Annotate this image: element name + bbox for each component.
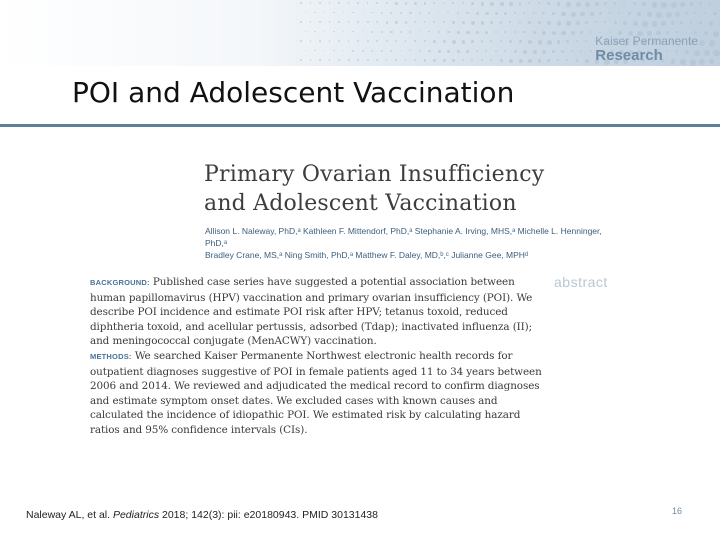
banner-dot	[585, 21, 588, 24]
banner-dot	[390, 31, 393, 34]
banner-dot	[547, 40, 552, 45]
banner-dot	[371, 12, 373, 14]
banner-dot	[305, 12, 307, 14]
banner-dot	[671, 21, 675, 25]
banner-dot	[466, 31, 470, 35]
banner-dot	[376, 40, 378, 42]
banner-dot	[452, 40, 456, 44]
banner-dot	[585, 59, 589, 63]
banner-dot	[433, 40, 436, 43]
banner-dot	[590, 12, 594, 16]
banner-dot	[481, 21, 485, 25]
banner-dot	[433, 59, 436, 62]
banner-dot	[466, 50, 469, 53]
brand-subtitle: Research	[595, 47, 663, 64]
banner-dot	[443, 40, 446, 43]
banner-dot	[386, 2, 388, 4]
banner-dot	[476, 12, 479, 15]
banner-dot	[604, 2, 607, 5]
banner-dot	[300, 2, 302, 4]
banner-dot	[409, 50, 411, 52]
banner-dot	[390, 50, 392, 52]
banner-dot	[314, 50, 316, 52]
banner-dot	[414, 40, 416, 42]
banner-dot	[661, 2, 667, 8]
banner-dot	[329, 21, 331, 23]
banner-dot	[447, 31, 450, 34]
banner-dot	[666, 12, 672, 18]
banner-dot	[400, 12, 403, 15]
banner-dot	[552, 31, 557, 36]
banner-dot	[599, 12, 602, 15]
banner-dot	[381, 31, 384, 34]
banner-dot	[528, 40, 532, 44]
background-paragraph	[90, 275, 545, 349]
banner-dot	[357, 40, 359, 42]
banner-dot	[362, 50, 364, 52]
banner-dot	[357, 59, 359, 61]
banner-dot	[476, 31, 480, 35]
banner-dot	[709, 21, 714, 26]
article-title-line-2: and Adolescent Vaccination	[204, 191, 517, 216]
banner-dot	[571, 50, 573, 52]
banner-dot	[433, 2, 435, 4]
banner-dot	[419, 50, 421, 52]
banner-dot	[675, 31, 678, 34]
banner-dot	[443, 59, 446, 62]
banner-dot	[324, 31, 326, 33]
banner-dot	[595, 21, 597, 23]
banner-dot	[576, 2, 581, 7]
banner-dot	[500, 2, 504, 6]
banner-dot	[310, 21, 312, 23]
banner-dot	[519, 21, 521, 23]
banner-dot	[675, 12, 680, 17]
banner-dot	[490, 40, 492, 42]
banner-dot	[405, 59, 407, 61]
banner-dot	[357, 2, 359, 4]
banner-dot	[580, 31, 583, 34]
banner-dot	[590, 31, 592, 33]
banner-dot	[381, 12, 383, 14]
page-number: 16	[672, 506, 683, 516]
banner-dot	[571, 12, 576, 17]
banner-dot	[462, 21, 465, 24]
banner-dot	[338, 40, 340, 42]
methods-heading: METHODS:	[90, 351, 132, 361]
banner-dot	[704, 12, 707, 15]
banner-dot	[671, 2, 677, 8]
banner-dot	[457, 31, 460, 34]
banner-dot	[395, 40, 397, 42]
banner-dot	[514, 31, 516, 33]
banner-dot	[614, 2, 617, 5]
article-excerpt-image	[88, 150, 608, 450]
banner-dot	[324, 50, 326, 52]
banner-dot	[694, 12, 697, 15]
banner-dot	[633, 21, 638, 26]
banner-dot	[400, 31, 402, 33]
abstract-label: abstract	[554, 274, 608, 290]
banner-dot	[500, 59, 503, 62]
banner-dot	[500, 40, 502, 42]
banner-dot	[495, 50, 497, 52]
banner-dot	[504, 31, 506, 33]
banner-dot	[438, 50, 441, 53]
banner-dot	[329, 40, 331, 42]
banner-dot	[471, 2, 474, 5]
banner-dot	[713, 50, 720, 57]
banner-dot	[414, 59, 416, 61]
banner-dot	[595, 2, 599, 6]
banner-dot	[367, 21, 369, 23]
banner-dot	[452, 21, 455, 24]
banner-dot	[566, 40, 569, 43]
banner-dot	[623, 21, 627, 25]
banner-dot	[352, 31, 354, 33]
banner-dot	[528, 2, 530, 4]
banner-dot	[533, 31, 536, 34]
banner-dot	[466, 12, 469, 15]
banner-dot	[343, 12, 345, 14]
banner-dot	[338, 59, 340, 61]
brand-logo	[595, 34, 698, 64]
banner-dot	[424, 40, 426, 42]
banner-dot	[386, 40, 388, 42]
authors-line-2: Bradley Crane, MS,ᵃ Ning Smith, PhD,ᵃ Matthew F. Daley, MD,ᵇ,ᶜ Julianne Gee, MPHᵈ	[205, 250, 529, 260]
banner-dot	[390, 12, 392, 14]
banner-dot	[637, 12, 641, 16]
brand-name: Kaiser Permanente	[595, 34, 698, 48]
banner-dot	[405, 40, 407, 42]
banner-dot	[523, 31, 526, 34]
banner-dot	[395, 59, 397, 61]
banner-dot	[566, 21, 571, 26]
banner-dot	[362, 31, 364, 33]
banner-dot	[348, 2, 350, 4]
banner-dot	[538, 59, 542, 63]
methods-paragraph	[90, 349, 545, 438]
banner-dot	[523, 12, 525, 14]
banner-dot	[414, 2, 417, 5]
banner-dot	[395, 2, 398, 5]
banner-dot	[528, 59, 532, 63]
banner-dot	[519, 40, 522, 43]
banner-dot	[514, 12, 517, 15]
banner-dot	[547, 2, 550, 5]
banner-dot	[542, 12, 545, 15]
citation-prefix: Naleway AL, et al.	[26, 509, 113, 521]
banner-dot	[557, 21, 562, 26]
banner-dot	[652, 21, 658, 27]
banner-dot	[690, 21, 693, 24]
banner-dot	[509, 59, 513, 63]
banner-dot	[386, 59, 388, 61]
banner-dot	[699, 2, 702, 5]
banner-dot	[428, 50, 431, 53]
banner-dot	[647, 12, 653, 18]
banner-dot	[509, 40, 512, 43]
banner-dot	[571, 31, 575, 35]
banner-dot	[709, 59, 714, 64]
banner-dot	[685, 31, 688, 34]
banner-dot	[405, 21, 408, 24]
banner-dot	[590, 50, 593, 53]
banner-dot	[462, 59, 464, 61]
banner-dot	[713, 31, 719, 37]
banner-dot	[481, 59, 483, 61]
banner-dot	[409, 12, 412, 15]
banner-dot	[523, 50, 527, 54]
article-title-line-1: Primary Ovarian Insufficiency	[204, 162, 545, 187]
banner-dot	[424, 59, 427, 62]
banner-dot	[490, 59, 492, 61]
banner-dot	[447, 50, 450, 53]
banner-dot	[362, 12, 364, 14]
methods-text: We searched Kaiser Permanente Northwest electronic health records for outpatient diagnoses suggestive of POI in female patients aged 11 to 34 years between 2006 and 2014. We reviewed and adjudicated the medical record to confirm diagnoses and estimate symptom onset dates. We excluded cases with known causes and calculated the incidence of idiopathic POI. We estimated risk by calculating hazard ratios and 95% confidence intervals (CIs).	[90, 349, 542, 436]
banner-dot	[310, 2, 312, 4]
banner-dot	[642, 2, 646, 6]
banner-dot	[386, 21, 389, 24]
banner-dot	[471, 59, 473, 61]
banner-dot	[504, 50, 506, 52]
citation-journal: Pediatrics	[112, 509, 160, 521]
banner-dot	[424, 21, 426, 23]
banner-dot	[405, 2, 408, 5]
banner-dot	[547, 59, 550, 62]
banner-dot	[561, 12, 566, 17]
banner-dot	[566, 2, 571, 7]
banner-dot	[495, 31, 498, 34]
banner-dot	[576, 59, 579, 62]
banner-dot	[348, 21, 350, 23]
banner-dot	[604, 21, 606, 23]
banner-dot	[443, 2, 445, 4]
banner-dot	[623, 2, 625, 4]
banner-dot	[580, 12, 585, 17]
background-heading: BACKGROUND:	[90, 278, 150, 287]
banner-dot	[319, 2, 321, 4]
banner-dot	[371, 50, 373, 52]
banner-dot	[557, 2, 561, 6]
banner-dot	[338, 21, 340, 23]
banner-dot	[585, 2, 590, 7]
banner-dot	[443, 21, 445, 23]
banner-dot	[462, 40, 466, 44]
banner-dot	[709, 40, 716, 47]
banner-dot	[314, 31, 316, 33]
banner-dot	[509, 2, 513, 6]
banner-dot	[462, 2, 464, 4]
banner-dot	[485, 31, 488, 34]
banner-dot	[490, 21, 493, 24]
banner-dot	[471, 21, 475, 25]
banner-dot	[609, 12, 611, 14]
banner-dot	[495, 12, 499, 16]
banner-dot	[310, 59, 312, 61]
abstract-body	[90, 275, 545, 438]
banner-dot	[580, 50, 582, 52]
banner-dot	[704, 31, 709, 36]
banner-dot	[367, 59, 369, 61]
banner-dot	[690, 2, 694, 6]
banner-dot	[585, 40, 587, 42]
banner-dot	[614, 21, 617, 24]
banner-dot	[433, 21, 435, 23]
citation-suffix: 2018; 142(3): pii: e20180943. PMID 30131438	[159, 509, 378, 521]
banner-dot	[642, 21, 648, 27]
banner-dot	[319, 40, 321, 42]
banner-dot	[352, 50, 354, 52]
banner-dot	[438, 12, 440, 14]
banner-dot	[557, 59, 559, 61]
banner-dot	[566, 59, 568, 61]
banner-dot	[704, 50, 711, 57]
banner-dot	[557, 40, 561, 44]
banner-dot	[324, 12, 326, 14]
banner-dot	[319, 59, 321, 61]
banner-dot	[438, 31, 440, 33]
banner-dot	[329, 59, 331, 61]
banner-dot	[409, 31, 411, 33]
banner-dot	[476, 50, 479, 53]
banner-dot	[457, 50, 460, 53]
title-divider	[0, 124, 720, 127]
banner-dot	[699, 59, 705, 65]
banner-dot	[300, 40, 302, 42]
banner-dot	[561, 50, 564, 53]
banner-dot	[538, 2, 540, 4]
banner-dot	[300, 21, 302, 23]
banner-dot	[519, 59, 523, 63]
banner-dot	[333, 50, 335, 52]
background-text: Published case series have suggested a potential association between human papillomavirus (HPV) vaccination and primary ovarian insufficiency (POI). We describe POI incidence and estimate POI risk after HPV; tetanus toxoid, reduced diphtheria toxoid, and acellular pertussis, adsorbed (Tdap); inactivated influenza (II); and meningococcal conjugate (MenACWY) vaccination.	[90, 276, 533, 348]
banner-dot	[485, 12, 489, 16]
banner-dot	[661, 21, 666, 26]
banner-dot	[561, 31, 566, 36]
banner-dot	[352, 12, 354, 14]
banner-dot	[367, 40, 369, 42]
banner-dot	[490, 2, 494, 6]
banner-dot	[618, 12, 620, 14]
banner-dot	[533, 50, 538, 55]
banner-dot	[685, 12, 689, 16]
banner-dot	[300, 59, 302, 61]
banner-dot	[333, 31, 335, 33]
banner-dot	[713, 12, 717, 16]
banner-dot	[343, 50, 345, 52]
banner-dot	[542, 31, 546, 35]
banner-dot	[343, 31, 345, 33]
banner-dot	[471, 40, 474, 43]
banner-dot	[447, 12, 449, 14]
banner-dot	[314, 12, 316, 14]
banner-dot	[319, 21, 321, 23]
banner-dot	[333, 12, 335, 14]
banner-dot	[547, 21, 551, 25]
banner-dot	[699, 40, 705, 46]
banner-dot	[500, 21, 503, 24]
banner-dot	[652, 2, 658, 8]
banner-dot	[381, 50, 383, 52]
header-banner	[0, 0, 720, 66]
banner-dot	[680, 2, 685, 7]
banner-dot	[424, 2, 427, 5]
banner-dot	[452, 59, 455, 62]
banner-dot	[528, 21, 531, 24]
banner-dot	[576, 21, 580, 25]
banner-dot	[329, 2, 331, 4]
banner-dot	[709, 2, 712, 5]
article-title	[204, 160, 544, 218]
banner-dot	[310, 40, 312, 42]
authors-line-1: Allison L. Naleway, PhD,ᵃ Kathleen F. Mittendorf, PhD,ᵃ Stephanie A. Irving, MHS,ᵃ Michelle L. Henninger, PhD,ᵃ	[205, 226, 602, 248]
banner-dot	[348, 40, 350, 42]
banner-dot	[305, 31, 307, 33]
banner-dot	[395, 21, 398, 24]
banner-dot	[371, 31, 373, 33]
banner-dot	[428, 12, 430, 14]
banner-dot	[348, 59, 350, 61]
banner-dot	[481, 40, 484, 43]
slide-title: POI and Adolescent Vaccination	[72, 76, 515, 109]
banner-dot	[419, 31, 421, 33]
banner-dot	[538, 21, 541, 24]
banner-dot	[457, 12, 459, 14]
banner-dot	[376, 21, 378, 23]
banner-dot	[699, 21, 702, 24]
article-authors	[205, 225, 605, 261]
banner-dot	[509, 21, 511, 23]
banner-dot	[305, 50, 307, 52]
banner-dot	[485, 50, 487, 52]
banner-dot	[552, 50, 556, 54]
banner-dot	[376, 2, 378, 4]
banner-dot	[481, 2, 485, 6]
banner-dot	[376, 59, 378, 61]
banner-dot	[656, 12, 662, 18]
banner-dot	[633, 2, 636, 5]
banner-dot	[400, 50, 402, 52]
banner-dot	[538, 40, 543, 45]
banner-dot	[552, 12, 556, 16]
banner-dot	[628, 12, 631, 15]
banner-dot	[533, 12, 535, 14]
banner-dot	[680, 21, 683, 24]
banner-dot	[452, 2, 454, 4]
banner-dot	[357, 21, 359, 23]
banner-dot	[428, 31, 430, 33]
banner-dot	[542, 50, 546, 54]
banner-dot	[514, 50, 517, 53]
banner-dot	[599, 31, 601, 33]
banner-dot	[367, 2, 369, 4]
banner-dot	[576, 40, 578, 42]
citation	[26, 509, 378, 521]
banner-dot	[419, 12, 422, 15]
banner-dot	[338, 2, 340, 4]
banner-dot	[519, 2, 522, 5]
banner-dot	[504, 12, 507, 15]
banner-dot	[414, 21, 416, 23]
